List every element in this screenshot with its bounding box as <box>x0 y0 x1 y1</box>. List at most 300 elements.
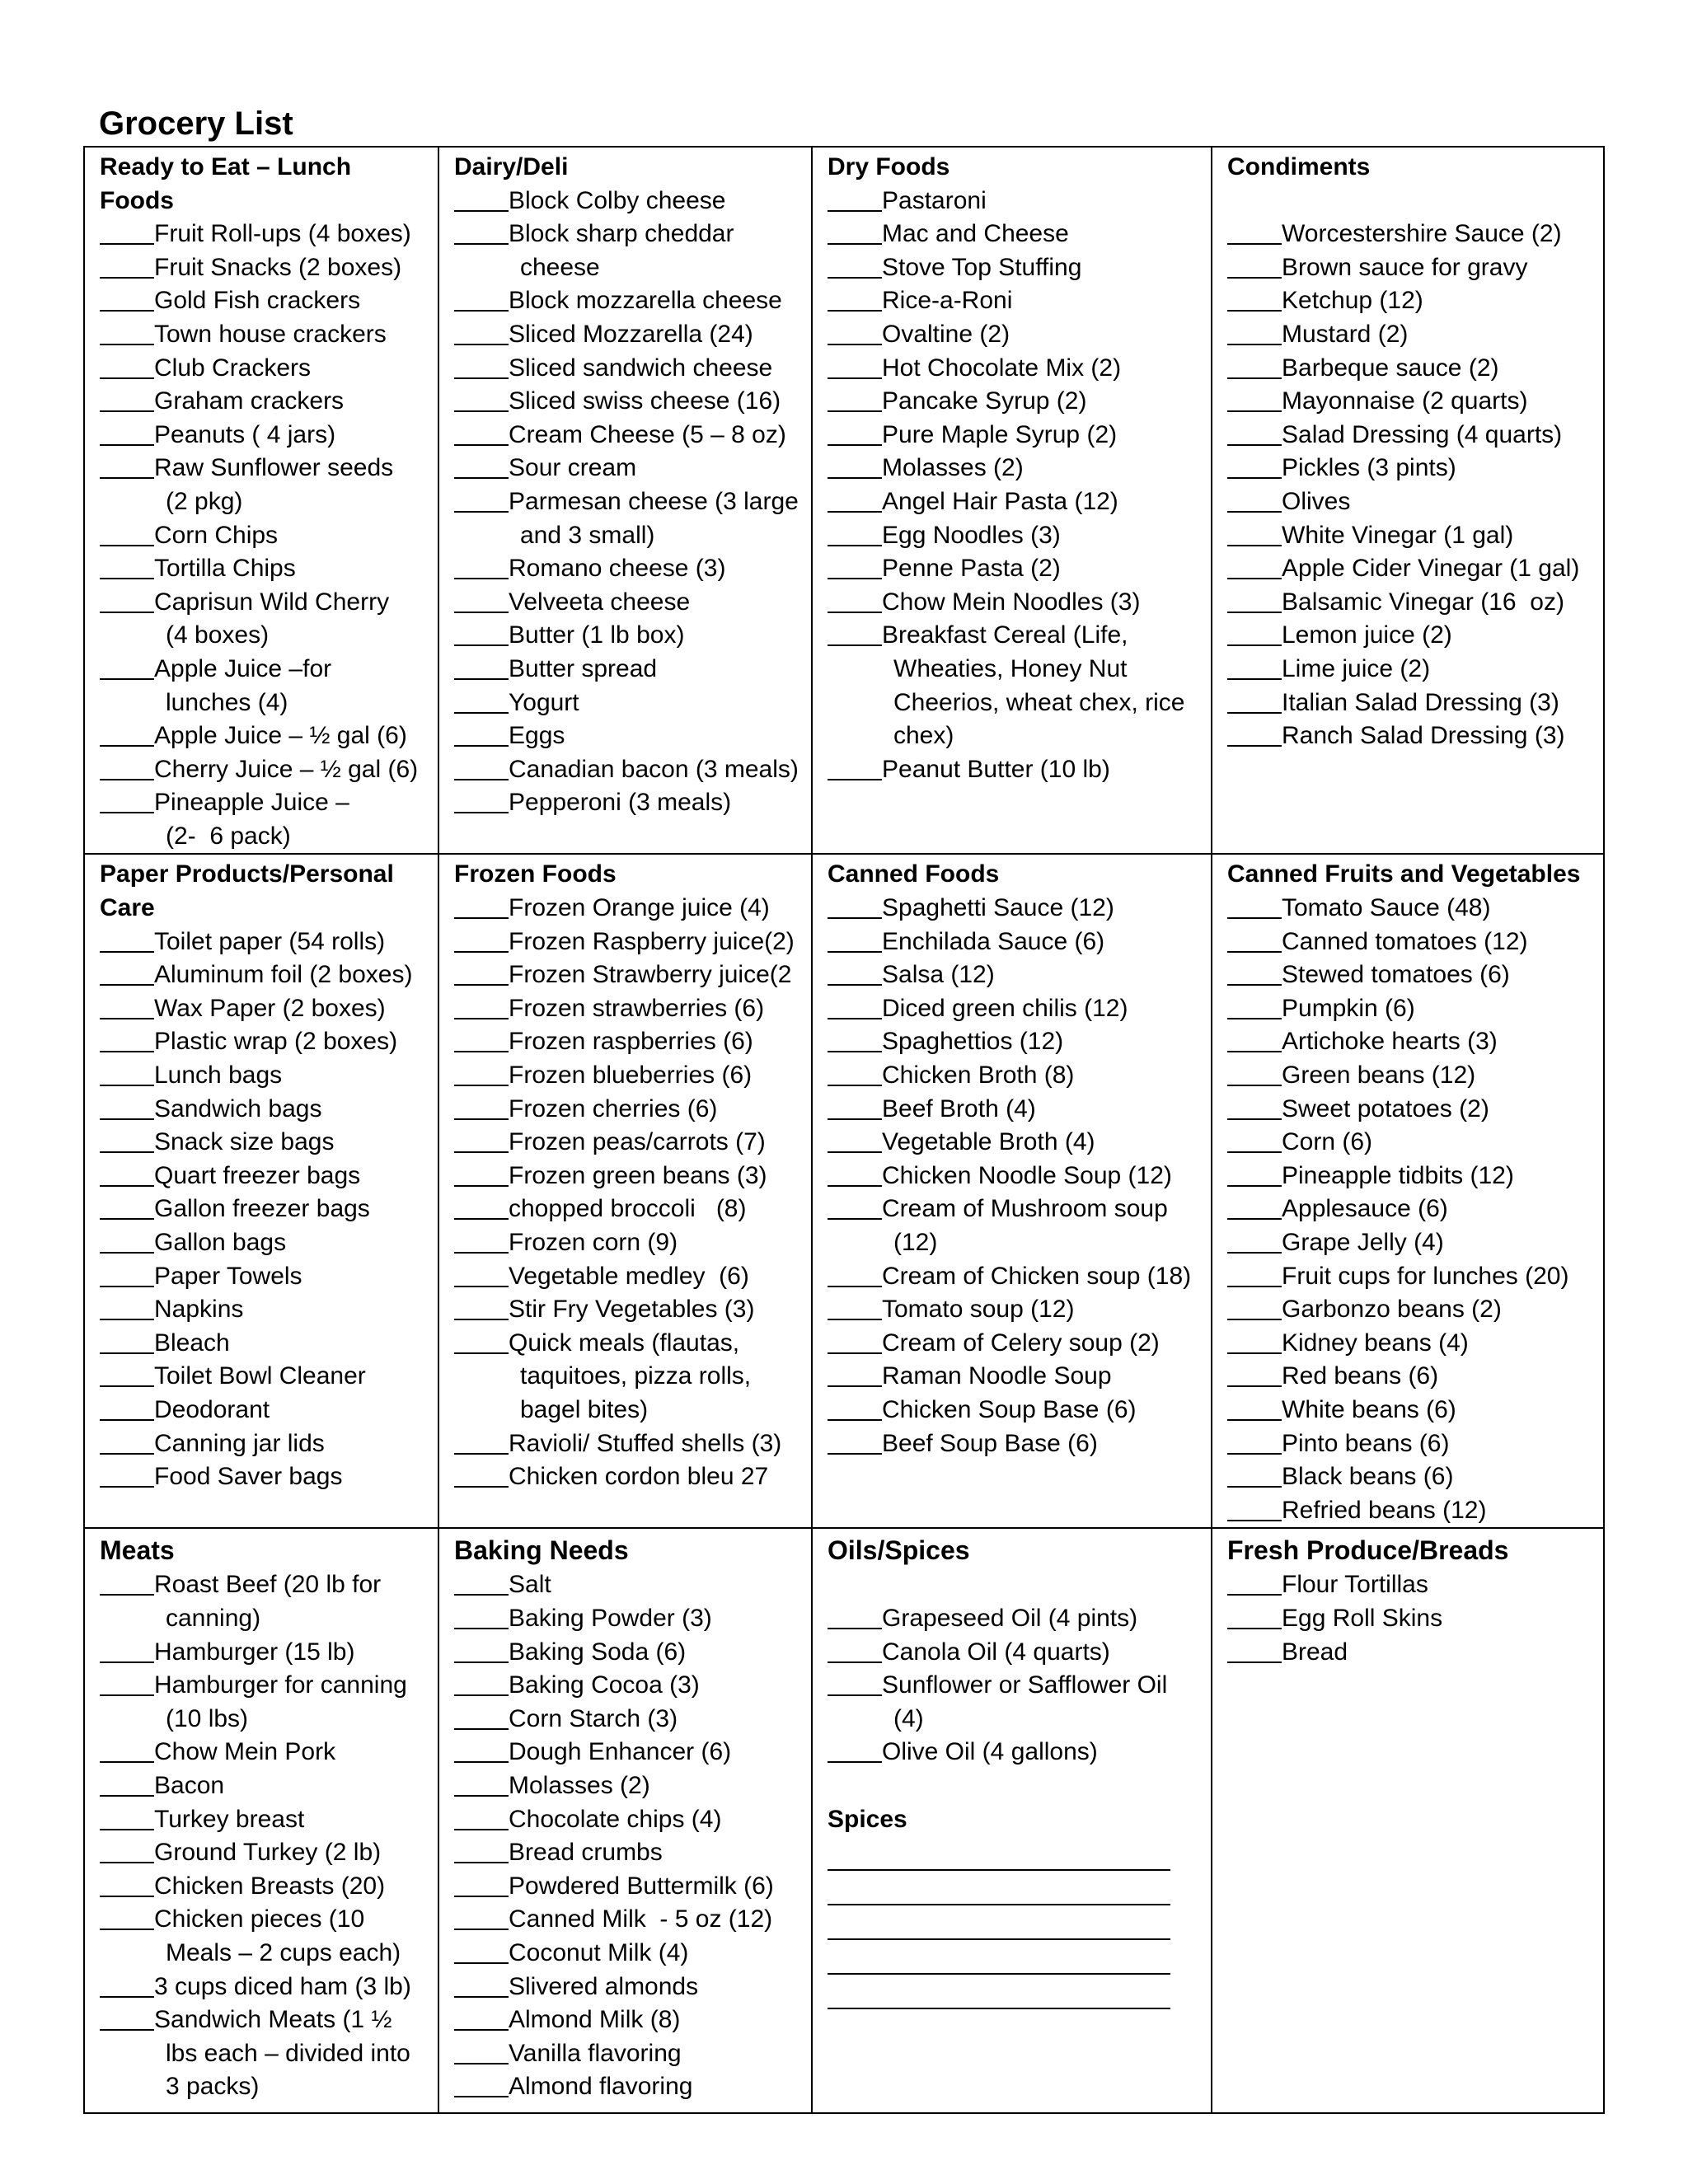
check-blank[interactable] <box>828 1126 882 1153</box>
item-line: Aluminum foil (2 boxes) <box>154 961 413 989</box>
item-label <box>509 586 690 620</box>
check-blank[interactable] <box>100 1460 154 1488</box>
item-label <box>154 786 349 853</box>
check-blank[interactable] <box>828 485 882 513</box>
check-blank[interactable] <box>1227 519 1282 546</box>
item-line: Pumpkin (6) <box>1282 994 1415 1022</box>
item-label <box>154 586 389 653</box>
check-blank[interactable] <box>454 1025 509 1052</box>
check-blank[interactable] <box>100 926 154 953</box>
check-blank[interactable] <box>1227 586 1282 613</box>
item-line: Spaghettios (12) <box>882 1028 1064 1056</box>
item-line: Ovaltine (2) <box>882 320 1010 348</box>
check-blank[interactable] <box>100 419 154 446</box>
check-blank[interactable] <box>828 1602 882 1629</box>
item-line: Lemon juice (2) <box>1282 621 1452 649</box>
list-item <box>828 958 1204 992</box>
item-line: Chow Mein Pork <box>154 1738 336 1766</box>
item-line: Frozen corn (9) <box>509 1229 678 1256</box>
list-item <box>828 385 1204 419</box>
check-blank[interactable] <box>828 284 882 312</box>
check-blank[interactable] <box>454 1903 509 1930</box>
check-blank[interactable] <box>1227 251 1282 279</box>
check-blank[interactable] <box>828 318 882 345</box>
check-blank[interactable] <box>100 1427 154 1455</box>
check-blank[interactable] <box>828 1093 882 1120</box>
item-label <box>1282 1260 1568 1294</box>
check-blank[interactable] <box>828 352 882 379</box>
item-label <box>154 1803 304 1837</box>
check-blank[interactable] <box>454 2004 509 2031</box>
check-blank[interactable] <box>454 1327 509 1354</box>
item-line: Corn Chips <box>154 521 279 549</box>
check-blank[interactable] <box>828 385 882 412</box>
check-blank[interactable] <box>100 1160 154 1187</box>
check-blank[interactable] <box>454 419 509 446</box>
list-item <box>828 1736 1204 1769</box>
item-label <box>882 1427 1098 1461</box>
item-label <box>154 1769 224 1803</box>
list-item <box>828 485 1204 519</box>
check-blank[interactable] <box>100 1394 154 1421</box>
list-item <box>828 1093 1204 1127</box>
item-label <box>882 1669 1167 1736</box>
item-label <box>882 284 1012 318</box>
check-blank[interactable] <box>828 185 882 212</box>
check-blank[interactable] <box>454 1602 509 1629</box>
check-blank[interactable] <box>1227 385 1282 412</box>
check-blank[interactable] <box>100 1971 154 1998</box>
check-blank[interactable] <box>454 786 509 813</box>
item-label <box>1282 519 1513 553</box>
item-label <box>154 1059 282 1093</box>
check-blank[interactable] <box>1227 1568 1282 1596</box>
check-blank[interactable] <box>828 892 882 919</box>
item-line: cheese <box>520 253 600 281</box>
check-blank[interactable] <box>454 1193 509 1220</box>
check-blank[interactable] <box>454 1937 509 1964</box>
list-item <box>1227 218 1597 251</box>
item-label <box>509 1636 686 1670</box>
check-blank[interactable] <box>100 519 154 546</box>
check-blank[interactable] <box>100 1327 154 1354</box>
list-item <box>828 519 1204 553</box>
check-blank[interactable] <box>828 452 882 479</box>
check-blank[interactable] <box>828 1669 882 1696</box>
check-blank[interactable] <box>1227 926 1282 953</box>
check-blank[interactable] <box>100 352 154 379</box>
check-blank[interactable] <box>454 653 509 680</box>
item-line: Beef Broth (4) <box>882 1094 1036 1122</box>
check-blank[interactable] <box>828 519 882 546</box>
list-item <box>454 1903 804 1937</box>
check-blank[interactable] <box>1227 619 1282 646</box>
check-blank[interactable] <box>100 586 154 613</box>
check-blank[interactable] <box>1227 958 1282 986</box>
check-blank[interactable] <box>100 284 154 312</box>
item-label <box>509 1193 747 1226</box>
item-label <box>882 385 1086 419</box>
page-title: Grocery List <box>99 105 293 142</box>
item-label <box>509 385 781 419</box>
check-blank[interactable] <box>100 1669 154 1696</box>
check-blank[interactable] <box>1227 1494 1282 1521</box>
check-blank[interactable] <box>1227 1327 1282 1354</box>
item-line: Ketchup (12) <box>1282 287 1423 315</box>
check-blank[interactable] <box>454 958 509 986</box>
item-line: Pastaroni <box>882 186 987 214</box>
check-blank[interactable] <box>454 1160 509 1187</box>
section-fresh-produce-breads <box>1212 1528 1604 2113</box>
check-blank[interactable] <box>828 586 882 613</box>
check-blank[interactable] <box>1227 1394 1282 1421</box>
list-item <box>454 719 804 753</box>
write-in-line[interactable] <box>828 1976 1170 2009</box>
check-blank[interactable] <box>1227 1059 1282 1086</box>
check-blank[interactable] <box>1227 1160 1282 1187</box>
item-label <box>1282 1394 1456 1427</box>
write-in-line[interactable] <box>828 1907 1170 1940</box>
check-blank[interactable] <box>454 2037 509 2064</box>
check-blank[interactable] <box>1227 1636 1282 1663</box>
list-item <box>100 1427 431 1461</box>
check-blank[interactable] <box>454 185 509 212</box>
item-label <box>509 1293 754 1327</box>
item-line: Stir Fry Vegetables (3) <box>509 1296 755 1324</box>
check-blank[interactable] <box>454 1568 509 1596</box>
list-item <box>454 485 804 552</box>
list-item <box>454 786 804 820</box>
check-blank[interactable] <box>100 1226 154 1254</box>
list-item <box>828 452 1204 485</box>
grocery-table <box>83 146 1605 2114</box>
check-blank[interactable] <box>1227 1025 1282 1052</box>
list-item <box>828 892 1204 926</box>
check-blank[interactable] <box>454 753 509 780</box>
list-item <box>454 1093 804 1127</box>
check-blank[interactable] <box>1227 892 1282 919</box>
item-line: chopped broccoli (8) <box>509 1195 747 1223</box>
item-label <box>509 2004 680 2037</box>
item-label <box>154 1394 270 1427</box>
check-blank[interactable] <box>828 251 882 279</box>
list-item <box>454 1160 804 1193</box>
item-label <box>154 719 407 753</box>
check-blank[interactable] <box>1227 452 1282 479</box>
item-label <box>509 1769 650 1803</box>
item-line: Pure Maple Syrup (2) <box>882 420 1118 448</box>
section-title: Oils/Spices <box>828 1535 970 1566</box>
check-blank[interactable] <box>1227 992 1282 1019</box>
check-blank[interactable] <box>1227 1360 1282 1387</box>
check-blank[interactable] <box>828 1160 882 1187</box>
check-blank[interactable] <box>100 1769 154 1797</box>
item-label <box>1282 485 1350 519</box>
check-blank[interactable] <box>454 552 509 579</box>
check-blank[interactable] <box>454 586 509 613</box>
check-blank[interactable] <box>454 385 509 412</box>
item-label <box>882 1602 1137 1636</box>
check-blank[interactable] <box>828 753 882 780</box>
list-item <box>828 1669 1204 1736</box>
check-blank[interactable] <box>100 1025 154 1052</box>
item-line: Refried beans (12) <box>1282 1496 1487 1524</box>
check-blank[interactable] <box>828 1736 882 1763</box>
item-label <box>1282 653 1430 687</box>
list-item <box>828 1602 1204 1636</box>
item-line: Cream Cheese (5 – 8 oz) <box>509 420 786 448</box>
check-blank[interactable] <box>100 1093 154 1120</box>
item-line: Bleach <box>154 1329 230 1357</box>
item-line: Plastic wrap (2 boxes) <box>154 1028 398 1056</box>
item-line: Sweet potatoes (2) <box>1282 1094 1489 1122</box>
list-item <box>100 552 431 586</box>
check-blank[interactable] <box>100 1360 154 1387</box>
item-line: Hamburger for canning <box>154 1671 407 1699</box>
check-blank[interactable] <box>100 1803 154 1830</box>
item-label <box>509 1971 698 2004</box>
check-blank[interactable] <box>1227 1427 1282 1455</box>
check-blank[interactable] <box>454 1971 509 1998</box>
check-blank[interactable] <box>1227 719 1282 747</box>
check-blank[interactable] <box>454 1669 509 1696</box>
check-blank[interactable] <box>100 1293 154 1320</box>
list-item <box>454 1736 804 1769</box>
item-label <box>882 1327 1160 1361</box>
item-line: Roast Beef (20 lb for <box>154 1571 382 1599</box>
check-blank[interactable] <box>100 1870 154 1897</box>
check-blank[interactable] <box>454 352 509 379</box>
check-blank[interactable] <box>100 1568 154 1596</box>
item-line: Artichoke hearts (3) <box>1282 1028 1498 1056</box>
item-label <box>509 1025 753 1059</box>
check-blank[interactable] <box>100 452 154 479</box>
check-blank[interactable] <box>454 1736 509 1763</box>
write-in-line[interactable] <box>828 1942 1170 1975</box>
check-blank[interactable] <box>100 318 154 345</box>
item-label <box>154 1836 381 1870</box>
check-blank[interactable] <box>454 1226 509 1254</box>
list-item <box>454 1193 804 1226</box>
item-line: Pancake Syrup (2) <box>882 387 1087 415</box>
item-label <box>509 719 565 753</box>
list-item <box>828 552 1204 586</box>
check-blank[interactable] <box>100 1126 154 1153</box>
item-line: Frozen Orange juice (4) <box>509 894 770 922</box>
check-blank[interactable] <box>1227 419 1282 446</box>
check-blank[interactable] <box>454 992 509 1019</box>
list-item <box>828 419 1204 452</box>
check-blank[interactable] <box>828 992 882 1019</box>
item-label <box>1282 318 1408 352</box>
check-blank[interactable] <box>454 1126 509 1153</box>
check-blank[interactable] <box>1227 1602 1282 1629</box>
check-blank[interactable] <box>454 1870 509 1897</box>
check-blank[interactable] <box>454 2070 509 2097</box>
item-line: Sunflower or Safflower Oil <box>882 1671 1168 1699</box>
list-item <box>828 1636 1204 1670</box>
check-blank[interactable] <box>100 1059 154 1086</box>
check-blank[interactable] <box>828 1059 882 1086</box>
list-item <box>454 1327 804 1427</box>
check-blank[interactable] <box>454 1836 509 1863</box>
check-blank[interactable] <box>454 485 509 513</box>
list-item <box>454 1937 804 1971</box>
item-line: Corn Starch (3) <box>509 1704 678 1732</box>
list-item <box>454 284 804 318</box>
check-blank[interactable] <box>100 1193 154 1220</box>
check-blank[interactable] <box>454 719 509 747</box>
check-blank[interactable] <box>454 892 509 919</box>
check-blank[interactable] <box>100 218 154 245</box>
list-item <box>100 1093 431 1127</box>
check-blank[interactable] <box>100 958 154 986</box>
check-blank[interactable] <box>100 992 154 1019</box>
item-line: Vegetable medley (6) <box>509 1262 749 1290</box>
check-blank[interactable] <box>1227 552 1282 579</box>
check-blank[interactable] <box>100 1736 154 1763</box>
check-blank[interactable] <box>454 1460 509 1488</box>
check-blank[interactable] <box>1227 1193 1282 1220</box>
check-blank[interactable] <box>828 419 882 446</box>
check-blank[interactable] <box>454 1059 509 1086</box>
check-blank[interactable] <box>100 1836 154 1863</box>
check-blank[interactable] <box>454 1260 509 1287</box>
check-blank[interactable] <box>454 1703 509 1730</box>
list-item <box>100 1836 431 1870</box>
item-label <box>882 753 1110 787</box>
check-blank[interactable] <box>454 619 509 646</box>
check-blank[interactable] <box>828 619 882 646</box>
list-item <box>1227 1494 1597 1528</box>
list-item <box>1227 1059 1597 1093</box>
list-item <box>100 2004 431 2104</box>
list-item <box>454 1870 804 1904</box>
check-blank[interactable] <box>1227 1293 1282 1320</box>
list-item <box>1227 1160 1597 1193</box>
item-line: Chicken Breasts (20) <box>154 1872 386 1900</box>
list-item <box>454 1427 804 1461</box>
check-blank[interactable] <box>828 218 882 245</box>
item-label <box>1282 926 1528 959</box>
check-blank[interactable] <box>454 1769 509 1797</box>
item-label <box>154 1903 401 1970</box>
item-line: Garbonzo beans (2) <box>1282 1296 1502 1324</box>
check-blank[interactable] <box>1227 352 1282 379</box>
check-blank[interactable] <box>100 719 154 747</box>
item-label <box>154 2004 410 2104</box>
check-blank[interactable] <box>828 1394 882 1421</box>
check-blank[interactable] <box>828 1193 882 1220</box>
check-blank[interactable] <box>1227 218 1282 245</box>
item-label <box>154 419 335 452</box>
item-label <box>154 1025 397 1059</box>
check-blank[interactable] <box>454 452 509 479</box>
check-blank[interactable] <box>1227 485 1282 513</box>
check-blank[interactable] <box>454 687 509 714</box>
item-label <box>1282 1360 1438 1394</box>
list-item <box>454 926 804 959</box>
check-blank[interactable] <box>828 1293 882 1320</box>
item-line: Toilet paper (54 rolls) <box>154 927 386 955</box>
item-line: Butter spread <box>509 654 658 682</box>
item-label <box>882 452 1024 485</box>
item-label <box>1282 218 1562 251</box>
item-label <box>882 352 1121 386</box>
check-blank[interactable] <box>454 1427 509 1455</box>
check-blank[interactable] <box>100 552 154 579</box>
write-in-line[interactable] <box>828 1872 1170 1905</box>
check-blank[interactable] <box>1227 1093 1282 1120</box>
check-blank[interactable] <box>100 251 154 279</box>
check-blank[interactable] <box>828 1427 882 1455</box>
item-line: Vegetable Broth (4) <box>882 1128 1095 1156</box>
list-item <box>100 753 431 787</box>
check-blank[interactable] <box>828 926 882 953</box>
check-blank[interactable] <box>828 1636 882 1663</box>
check-blank[interactable] <box>454 218 509 245</box>
list-item <box>828 1025 1204 1059</box>
check-blank[interactable] <box>1227 653 1282 680</box>
check-blank[interactable] <box>454 284 509 312</box>
check-blank[interactable] <box>454 1093 509 1120</box>
check-blank[interactable] <box>100 1260 154 1287</box>
check-blank[interactable] <box>100 385 154 412</box>
item-line: Molasses (2) <box>882 454 1024 482</box>
check-blank[interactable] <box>828 1360 882 1387</box>
check-blank[interactable] <box>100 1636 154 1663</box>
check-blank[interactable] <box>454 1803 509 1830</box>
check-blank[interactable] <box>1227 1226 1282 1254</box>
item-label <box>509 1427 781 1461</box>
check-blank[interactable] <box>828 552 882 579</box>
item-label <box>509 1327 751 1427</box>
check-blank[interactable] <box>828 1327 882 1354</box>
item-line: (2 pkg) <box>166 487 243 515</box>
check-blank[interactable] <box>454 1293 509 1320</box>
check-blank[interactable] <box>1227 284 1282 312</box>
check-blank[interactable] <box>454 926 509 953</box>
item-line: (4) <box>893 1704 924 1732</box>
item-label <box>509 926 795 959</box>
item-line: Frozen Raspberry juice(2) <box>509 927 795 955</box>
check-blank[interactable] <box>1227 1460 1282 1488</box>
write-in-line[interactable] <box>828 1838 1170 1871</box>
item-line: Bacon <box>154 1772 225 1800</box>
item-label <box>509 1093 717 1127</box>
check-blank[interactable] <box>828 958 882 986</box>
check-blank[interactable] <box>1227 1260 1282 1287</box>
check-blank[interactable] <box>100 2004 154 2031</box>
check-blank[interactable] <box>100 653 154 680</box>
check-blank[interactable] <box>828 1025 882 1052</box>
check-blank[interactable] <box>828 1260 882 1287</box>
list-item <box>828 586 1204 620</box>
item-line: Egg Noodles (3) <box>882 521 1061 549</box>
list-item <box>100 1669 431 1736</box>
item-line: Green beans (12) <box>1282 1062 1476 1090</box>
check-blank[interactable] <box>454 318 509 345</box>
check-blank[interactable] <box>1227 687 1282 714</box>
check-blank[interactable] <box>454 1636 509 1663</box>
check-blank[interactable] <box>100 1903 154 1930</box>
check-blank[interactable] <box>100 786 154 813</box>
check-blank[interactable] <box>1227 1126 1282 1153</box>
check-blank[interactable] <box>100 753 154 780</box>
check-blank[interactable] <box>1227 318 1282 345</box>
item-line: Bread <box>1282 1638 1348 1666</box>
item-label <box>509 1160 767 1193</box>
